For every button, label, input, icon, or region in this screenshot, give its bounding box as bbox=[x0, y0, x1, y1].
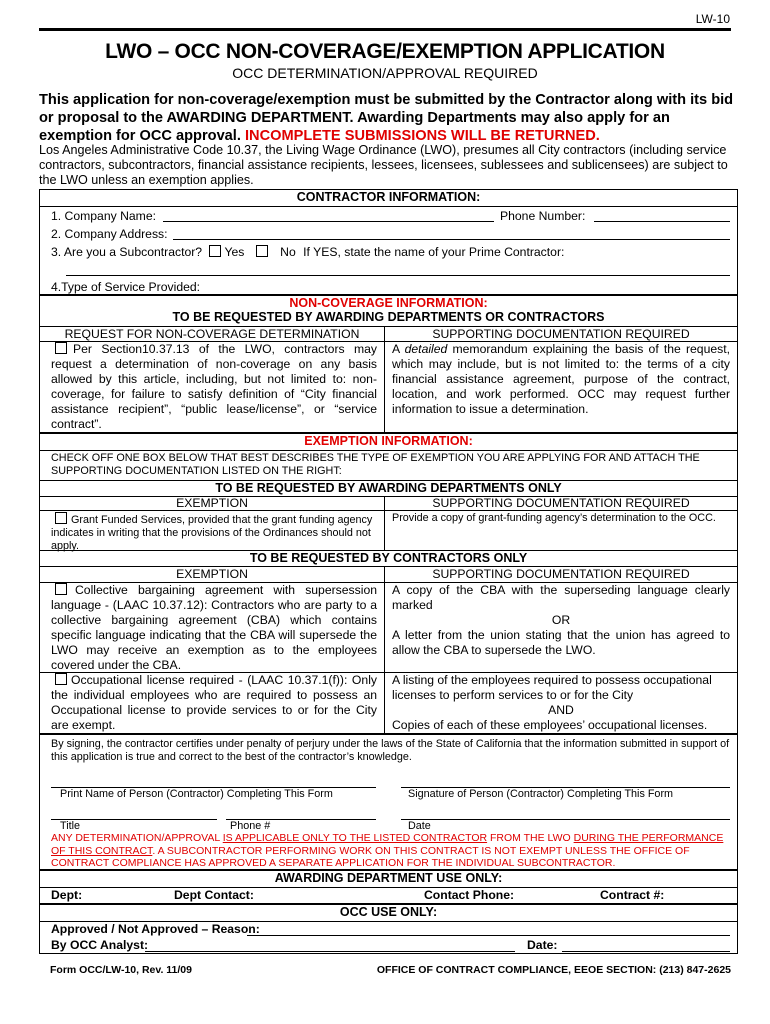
contractor-info-section bbox=[39, 189, 738, 295]
page-title: LWO – OCC NON-COVERAGE/EXEMPTION APPLICATION bbox=[105, 40, 665, 63]
signature-label: Signature of Person (Contractor) Completing This Form bbox=[408, 788, 674, 800]
dept-label[interactable]: Dept: bbox=[51, 888, 83, 902]
occupational-license-checkbox[interactable] bbox=[55, 673, 67, 685]
occ-date-field[interactable] bbox=[562, 951, 730, 952]
occ-date-label: Date: bbox=[527, 938, 558, 952]
print-name-label: Print Name of Person (Contractor) Completing This Form bbox=[60, 788, 333, 800]
occ-use-section bbox=[39, 904, 738, 954]
contractors-only-header: TO BE REQUESTED BY CONTRACTORS ONLY bbox=[249, 551, 528, 565]
occupational-license-text: Occupational license required - (LAAC 10.37.1(f)): Only the individual employees who are required to possess an Occupational license to provide services to or for the City are exempt. bbox=[51, 673, 377, 732]
occ-and: AND bbox=[548, 703, 574, 717]
company-name-field[interactable] bbox=[163, 221, 494, 222]
occ-support-1: A listing of the employees required to possess occupational licenses to perform services to or for the City bbox=[392, 673, 712, 702]
company-name-label: 1. Company Name: bbox=[51, 209, 156, 223]
phone-number-label: Phone Number: bbox=[500, 209, 586, 223]
occ-analyst-field[interactable] bbox=[145, 951, 515, 952]
yes-checkbox[interactable] bbox=[209, 245, 221, 257]
dept-exemption-col-head: EXEMPTION bbox=[176, 496, 248, 510]
lwo-paragraph: Los Angeles Administrative Code 10.37, the Living Wage Ordinance (LWO), presumes all City contractors (including service contractors, subcontractors, financial assistance recipients, lessees, licensees, sublessees and sublicensees) are subject to the LWO unless an exemption applies. bbox=[39, 143, 728, 187]
title-label: Title bbox=[60, 820, 80, 832]
contractor-info-header: CONTRACTOR INFORMATION: bbox=[296, 190, 481, 204]
grant-funded-support: Provide a copy of grant-funding agency’s determination to the OCC. bbox=[392, 512, 716, 524]
non-coverage-header: NON-COVERAGE INFORMATION: bbox=[289, 296, 488, 310]
contractor-exemption-col-head: EXEMPTION bbox=[176, 567, 248, 581]
service-type-label: 4.Type of Service Provided: bbox=[51, 280, 201, 294]
yes-label: Yes bbox=[224, 245, 245, 259]
intro-text: This application for non-coverage/exemption must be submitted by the Contractor along with its bid or proposal to the AWARDING DEPARTMENT. Awarding Departments may also apply for an exemption for OCC approval. bbox=[39, 92, 734, 144]
occ-support-2: Copies of each of these employees’ occupational licenses. bbox=[392, 718, 708, 732]
form-code: LW-10 bbox=[695, 12, 730, 26]
subcontractor-question: 3. Are you a Subcontractor? bbox=[51, 245, 203, 259]
top-rule bbox=[39, 28, 731, 31]
prime-contractor-label: If YES, state the name of your Prime Contractor: bbox=[303, 245, 565, 259]
date-field[interactable] bbox=[401, 819, 730, 820]
contract-number-label[interactable]: Contract #: bbox=[600, 888, 665, 902]
dept-support-col-head: SUPPORTING DOCUMENTATION REQUIRED bbox=[432, 496, 690, 510]
approved-reason-field[interactable] bbox=[247, 935, 730, 936]
occ-use-header: OCC USE ONLY: bbox=[339, 905, 438, 919]
non-coverage-support-text: A detailed memorandum explaining the basis of the request, which may include, but is not limited to: the terms of a city financial assistance agreement, purpose of the contract, location, and work performed. OCC may request further information to issue a determination. bbox=[392, 342, 731, 416]
intro-warning: INCOMPLETE SUBMISSIONS WILL BE RETURNED. bbox=[244, 128, 600, 144]
dept-contact-label[interactable]: Dept Contact: bbox=[174, 888, 254, 902]
page-subtitle: OCC DETERMINATION/APPROVAL REQUIRED bbox=[232, 65, 538, 81]
occ-analyst-label: By OCC Analyst: bbox=[51, 938, 149, 952]
non-coverage-request-text: Per Section10.37.13 of the LWO, contractors may request a determination of non-coverage on any basis allowed by this article, including, but not limited to: non-coverage, for failure to satisfy definition of “City financial assistance recipient”, “public lease/license”, or “service contract”. bbox=[51, 342, 377, 431]
awarding-dept-header: AWARDING DEPARTMENT USE ONLY: bbox=[274, 871, 503, 885]
cba-support-1: A copy of the CBA with the superseding language clearly marked bbox=[392, 583, 730, 612]
cba-text: Collective bargaining agreement with supersession language - (LAAC 10.37.12): Contractors who are party to a collective bargaining agreement (CBA) which contains specific language indicating that the CBA will supersede the LWO may receive an exemption as to the employees covered under the CBA. bbox=[51, 583, 377, 672]
dept-only-header: TO BE REQUESTED BY AWARDING DEPARTMENTS ONLY bbox=[215, 481, 562, 495]
exemption-instructions: CHECK OFF ONE BOX BELOW THAT BEST DESCRIBES THE TYPE OF EXEMPTION YOU ARE APPLYING FOR AND ATTACH THE SUPPORTING DOCUMENTATION LISTED ON THE RIGHT: bbox=[51, 452, 700, 477]
company-address-label: 2. Company Address: bbox=[51, 227, 168, 241]
exemption-header: EXEMPTION INFORMATION: bbox=[304, 434, 473, 448]
no-checkbox[interactable] bbox=[256, 245, 268, 257]
non-coverage-right-head: SUPPORTING DOCUMENTATION REQUIRED bbox=[432, 327, 690, 341]
footer-office: OFFICE OF CONTRACT COMPLIANCE, EEOE SECTION: (213) 847-2625 bbox=[376, 964, 731, 976]
footer-form-rev: Form OCC/LW-10, Rev. 11/09 bbox=[50, 964, 192, 976]
intro-paragraph bbox=[39, 91, 739, 145]
awarding-dept-section bbox=[39, 870, 738, 904]
cba-checkbox[interactable] bbox=[55, 583, 67, 595]
grant-funded-text: Grant Funded Services, provided that the grant funding agency indicates in writing that the provisions of the Ordinances should not apply. bbox=[51, 514, 373, 552]
grant-funded-checkbox[interactable] bbox=[55, 512, 67, 524]
non-coverage-section bbox=[39, 295, 738, 433]
cba-or: OR bbox=[551, 613, 571, 627]
approved-label: Approved / Not Approved – Reason: bbox=[51, 922, 260, 936]
no-label: No bbox=[280, 245, 296, 259]
subcontractor-warning: ANY DETERMINATION/APPROVAL IS APPLICABLE ONLY TO THE LISTED CONTRACTOR FROM THE LWO DURING THE PERFORMANCE OF THIS CONTRACT. A SUBCONTRACTOR PERFORMING WORK ON THIS CONTRACT IS NOT EXEMPT UNLESS THE OFFICE OF CONTRACT COMPLIANCE HAS APPROVED A SEPARATE APPLICATION FOR THE INDIVIDUAL SUBCONTRACTOR. bbox=[51, 832, 724, 869]
non-coverage-left-head: REQUEST FOR NON-COVERAGE DETERMINATION bbox=[64, 327, 360, 341]
prime-contractor-field[interactable] bbox=[66, 275, 730, 276]
signature-section bbox=[39, 734, 738, 870]
company-address-field[interactable] bbox=[173, 239, 730, 240]
contractor-support-col-head: SUPPORTING DOCUMENTATION REQUIRED bbox=[432, 567, 690, 581]
contact-phone-label[interactable]: Contact Phone: bbox=[424, 888, 515, 902]
cba-support-2: A letter from the union stating that the union has agreed to allow the CBA to supersede the LWO. bbox=[392, 628, 730, 657]
phone-label: Phone # bbox=[230, 820, 271, 832]
non-coverage-checkbox[interactable] bbox=[55, 342, 67, 354]
exemption-section bbox=[39, 433, 738, 734]
phone-number-field[interactable] bbox=[594, 221, 730, 222]
date-label: Date bbox=[408, 820, 431, 832]
certification-text: By signing, the contractor certifies under penalty of perjury under the laws of the State of California that the information submitted in support of this application is true and correct to the best of the contractor’s knowledge. bbox=[51, 738, 730, 763]
non-coverage-subheader: TO BE REQUESTED BY AWARDING DEPARTMENTS OR CONTRACTORS bbox=[172, 310, 605, 324]
